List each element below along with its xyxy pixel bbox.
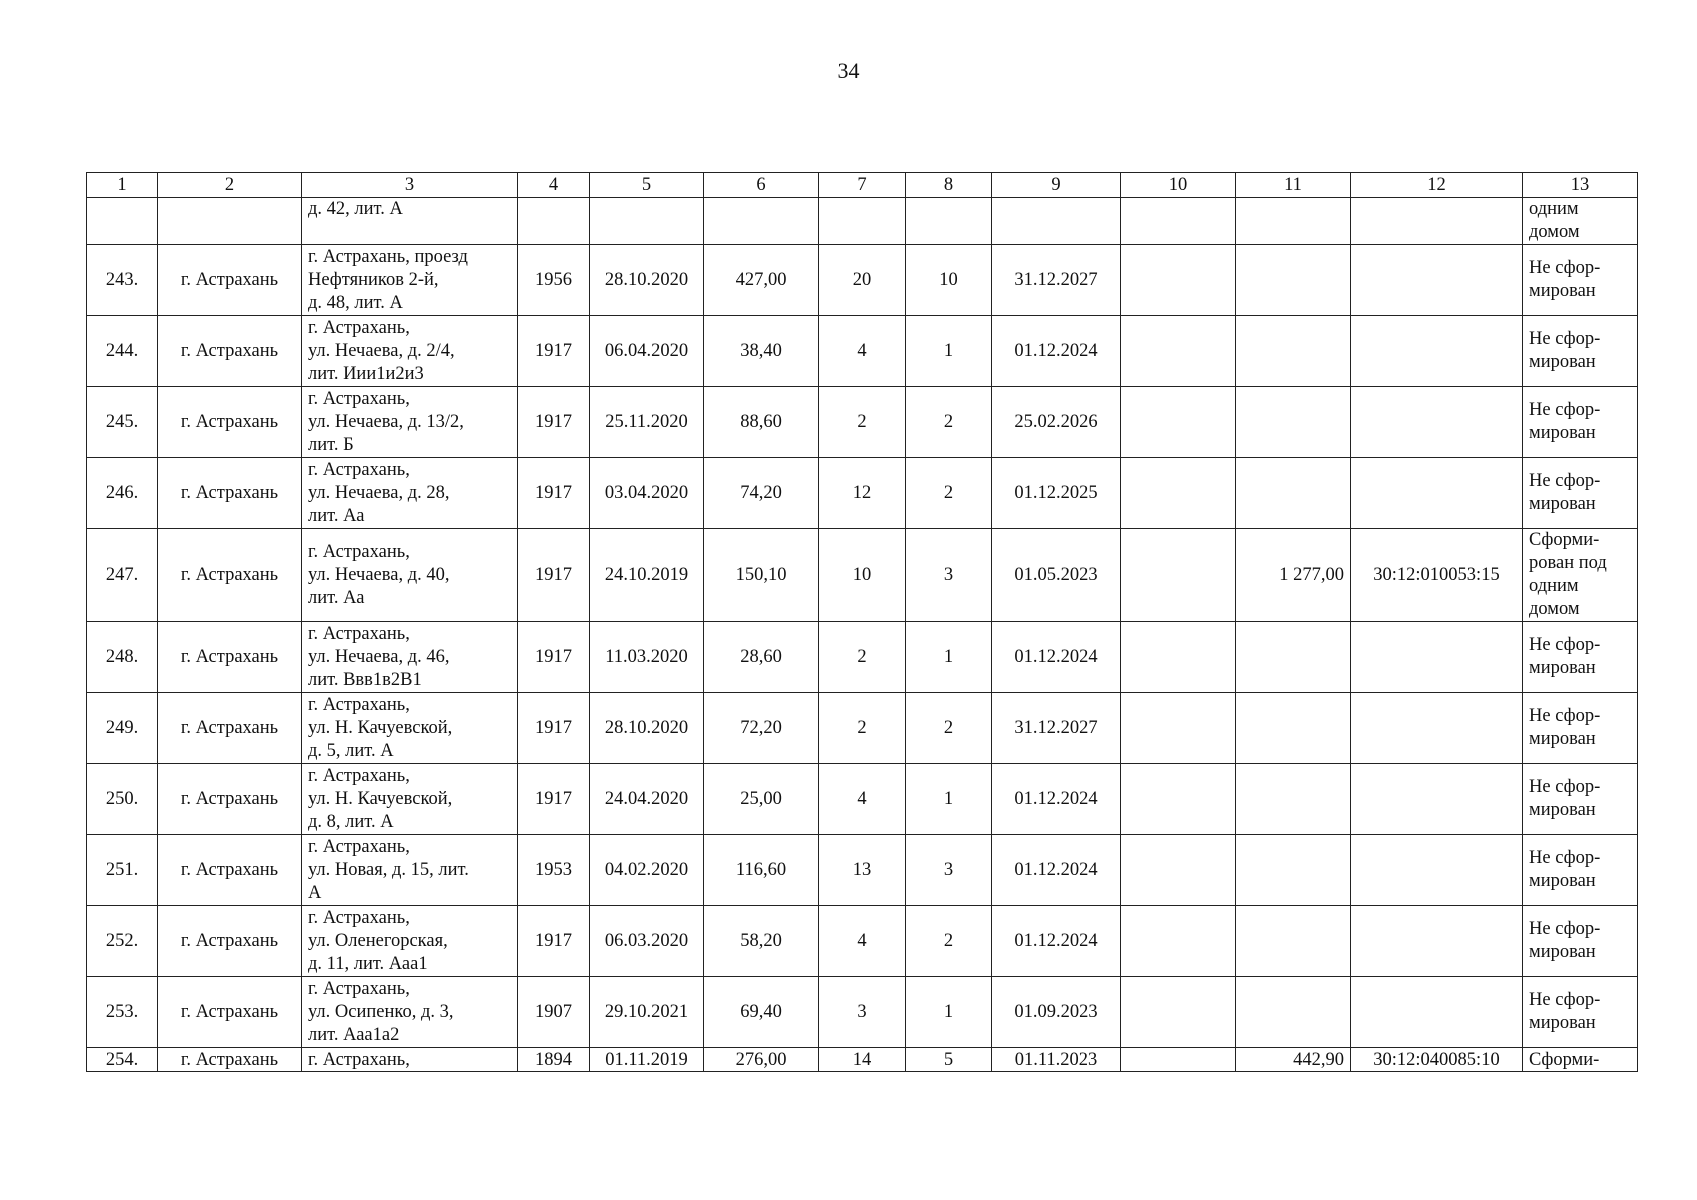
cell-address: г. Астрахань, ул. Нечаева, д. 2/4, лит. Иии1и2и3 [302, 316, 518, 387]
cell-cadastral [1351, 387, 1523, 458]
cell-deadline: 01.12.2024 [992, 906, 1121, 977]
cell-col8: 2 [906, 693, 992, 764]
cell-status: Не сфор- мирован [1523, 387, 1638, 458]
table-row-partial [87, 1048, 1638, 1072]
cell-city: г. Астрахань [158, 387, 302, 458]
cell-number: 251. [87, 835, 158, 906]
cell-date: 06.03.2020 [590, 906, 704, 977]
cell-land-area: 1 277,00 [1236, 529, 1351, 622]
cell-year: 1907 [518, 977, 590, 1048]
cell-cadastral [1351, 693, 1523, 764]
cell-col10 [1121, 764, 1236, 835]
cell-col10 [1121, 693, 1236, 764]
cell-deadline: 01.12.2024 [992, 764, 1121, 835]
cell-city: г. Астрахань [158, 764, 302, 835]
cell-status: Не сфор- мирован [1523, 906, 1638, 977]
cell-date: 25.11.2020 [590, 387, 704, 458]
cell-col7: 4 [819, 906, 906, 977]
cell-col8: 10 [906, 245, 992, 316]
cell-land-area [1236, 835, 1351, 906]
cell-deadline: 01.11.2023 [992, 1048, 1121, 1072]
cell-address: д. 42, лит. А [302, 198, 518, 245]
column-number: 11 [1236, 173, 1351, 198]
cell-city: г. Астрахань [158, 1048, 302, 1072]
cell-date: 28.10.2020 [590, 693, 704, 764]
table-row [87, 458, 1638, 529]
cell-address: г. Астрахань, [302, 1048, 518, 1072]
cell-col10 [1121, 906, 1236, 977]
cell-date: 04.02.2020 [590, 835, 704, 906]
cell-land-area [1236, 387, 1351, 458]
cell-date: 24.04.2020 [590, 764, 704, 835]
cell-area: 427,00 [704, 245, 819, 316]
cell-cadastral [1351, 245, 1523, 316]
cell-deadline: 31.12.2027 [992, 245, 1121, 316]
cell-col10 [1121, 529, 1236, 622]
cell-city: г. Астрахань [158, 316, 302, 387]
column-number: 6 [704, 173, 819, 198]
cell-number: 253. [87, 977, 158, 1048]
cell-cadastral [1351, 906, 1523, 977]
table-row [87, 977, 1638, 1048]
cell-col7: 4 [819, 316, 906, 387]
cell-deadline: 01.12.2024 [992, 622, 1121, 693]
cell-col7: 4 [819, 764, 906, 835]
cell-city: г. Астрахань [158, 835, 302, 906]
cell-deadline: 01.05.2023 [992, 529, 1121, 622]
cell-cadastral [1351, 622, 1523, 693]
column-number: 2 [158, 173, 302, 198]
cell-area: 28,60 [704, 622, 819, 693]
cell-col8: 1 [906, 764, 992, 835]
cell-address: г. Астрахань, ул. Н. Качуевской, д. 8, лит. А [302, 764, 518, 835]
cell-col8: 1 [906, 316, 992, 387]
cell-status: Сформи- рован под одним домом [1523, 529, 1638, 622]
cell-number: 248. [87, 622, 158, 693]
cell-area: 150,10 [704, 529, 819, 622]
cell-col8: 2 [906, 906, 992, 977]
cell-area: 58,20 [704, 906, 819, 977]
cell-area: 72,20 [704, 693, 819, 764]
cell-col10 [1121, 458, 1236, 529]
cell-city: г. Астрахань [158, 906, 302, 977]
column-number: 13 [1523, 173, 1638, 198]
cell-cadastral [1351, 835, 1523, 906]
cell-number: 245. [87, 387, 158, 458]
cell-status: одним домом [1523, 198, 1638, 245]
cell-land-area [1236, 198, 1351, 245]
cell-cadastral [1351, 977, 1523, 1048]
cell-deadline: 01.12.2024 [992, 835, 1121, 906]
cell-address: г. Астрахань, ул. Осипенко, д. 3, лит. Ааа1а2 [302, 977, 518, 1048]
cell-date: 29.10.2021 [590, 977, 704, 1048]
cell-city: г. Астрахань [158, 977, 302, 1048]
cell-date: 03.04.2020 [590, 458, 704, 529]
cell-city: г. Астрахань [158, 458, 302, 529]
cell-city [158, 198, 302, 245]
cell-year: 1894 [518, 1048, 590, 1072]
cell-col7 [819, 198, 906, 245]
cell-address: г. Астрахань, ул. Нечаева, д. 13/2, лит. Б [302, 387, 518, 458]
cell-land-area [1236, 693, 1351, 764]
cell-land-area [1236, 906, 1351, 977]
cell-date: 06.04.2020 [590, 316, 704, 387]
cell-col10 [1121, 1048, 1236, 1072]
cell-year: 1917 [518, 693, 590, 764]
column-number: 10 [1121, 173, 1236, 198]
column-number: 12 [1351, 173, 1523, 198]
cell-city: г. Астрахань [158, 529, 302, 622]
cell-area: 276,00 [704, 1048, 819, 1072]
cell-col10 [1121, 245, 1236, 316]
cell-col10 [1121, 977, 1236, 1048]
cell-area: 69,40 [704, 977, 819, 1048]
cell-number [87, 198, 158, 245]
cell-cadastral [1351, 458, 1523, 529]
cell-number: 244. [87, 316, 158, 387]
cell-status: Не сфор- мирован [1523, 693, 1638, 764]
cell-land-area [1236, 977, 1351, 1048]
column-number: 7 [819, 173, 906, 198]
cell-year: 1917 [518, 458, 590, 529]
cell-number: 249. [87, 693, 158, 764]
cell-date [590, 198, 704, 245]
cell-deadline: 01.09.2023 [992, 977, 1121, 1048]
cell-year: 1953 [518, 835, 590, 906]
cell-address: г. Астрахань, ул. Новая, д. 15, лит. А [302, 835, 518, 906]
cell-year: 1917 [518, 622, 590, 693]
cell-status: Не сфор- мирован [1523, 835, 1638, 906]
cell-status: Не сфор- мирован [1523, 245, 1638, 316]
cell-land-area [1236, 622, 1351, 693]
page-number: 34 [837, 58, 860, 83]
cell-col7: 14 [819, 1048, 906, 1072]
table-row [87, 529, 1638, 622]
cell-deadline: 01.12.2024 [992, 316, 1121, 387]
cell-deadline: 01.12.2025 [992, 458, 1121, 529]
table-row [87, 906, 1638, 977]
cell-land-area [1236, 316, 1351, 387]
cell-address: г. Астрахань, ул. Н. Качуевской, д. 5, лит. А [302, 693, 518, 764]
column-number: 3 [302, 173, 518, 198]
cell-deadline: 25.02.2026 [992, 387, 1121, 458]
cell-col8: 2 [906, 387, 992, 458]
table-row [87, 387, 1638, 458]
cell-number: 250. [87, 764, 158, 835]
cell-address: г. Астрахань, ул. Нечаева, д. 40, лит. Аа [302, 529, 518, 622]
cell-cadastral [1351, 764, 1523, 835]
cell-col10 [1121, 622, 1236, 693]
cell-city: г. Астрахань [158, 622, 302, 693]
table-row [87, 622, 1638, 693]
cell-status: Не сфор- мирован [1523, 458, 1638, 529]
cell-city: г. Астрахань [158, 693, 302, 764]
column-number: 8 [906, 173, 992, 198]
cell-status: Не сфор- мирован [1523, 622, 1638, 693]
cell-year: 1917 [518, 316, 590, 387]
cell-area: 88,60 [704, 387, 819, 458]
cell-address: г. Астрахань, ул. Нечаева, д. 46, лит. Ввв1в2В1 [302, 622, 518, 693]
cell-status: Сформи- [1523, 1048, 1638, 1072]
cell-land-area [1236, 764, 1351, 835]
cell-col10 [1121, 387, 1236, 458]
cell-date: 24.10.2019 [590, 529, 704, 622]
cell-col7: 10 [819, 529, 906, 622]
registry-table [86, 172, 1638, 1072]
cell-area: 116,60 [704, 835, 819, 906]
cell-deadline: 31.12.2027 [992, 693, 1121, 764]
cell-land-area [1236, 458, 1351, 529]
table-row [87, 764, 1638, 835]
cell-year [518, 198, 590, 245]
cell-col10 [1121, 835, 1236, 906]
cell-date: 11.03.2020 [590, 622, 704, 693]
cell-col8: 5 [906, 1048, 992, 1072]
cell-status: Не сфор- мирован [1523, 764, 1638, 835]
cell-col7: 20 [819, 245, 906, 316]
cell-year: 1917 [518, 906, 590, 977]
cell-date: 28.10.2020 [590, 245, 704, 316]
cell-area: 38,40 [704, 316, 819, 387]
cell-col8: 3 [906, 529, 992, 622]
cell-area [704, 198, 819, 245]
table-row [87, 245, 1638, 316]
column-number: 4 [518, 173, 590, 198]
cell-deadline [992, 198, 1121, 245]
cell-year: 1917 [518, 387, 590, 458]
table-row [87, 316, 1638, 387]
cell-address: г. Астрахань, ул. Нечаева, д. 28, лит. Аа [302, 458, 518, 529]
cell-col7: 12 [819, 458, 906, 529]
column-number: 9 [992, 173, 1121, 198]
cell-status: Не сфор- мирован [1523, 316, 1638, 387]
cell-col7: 2 [819, 387, 906, 458]
cell-status: Не сфор- мирован [1523, 977, 1638, 1048]
cell-col8: 1 [906, 622, 992, 693]
cell-cadastral: 30:12:040085:10 [1351, 1048, 1523, 1072]
cell-number: 246. [87, 458, 158, 529]
cell-col8: 2 [906, 458, 992, 529]
cell-number: 243. [87, 245, 158, 316]
cell-area: 74,20 [704, 458, 819, 529]
table-row [87, 693, 1638, 764]
continuation-row [87, 198, 1638, 245]
cell-year: 1917 [518, 529, 590, 622]
cell-cadastral: 30:12:010053:15 [1351, 529, 1523, 622]
cell-land-area [1236, 245, 1351, 316]
cell-col10 [1121, 316, 1236, 387]
cell-col7: 3 [819, 977, 906, 1048]
column-number-row [87, 173, 1638, 198]
cell-cadastral [1351, 316, 1523, 387]
cell-address: г. Астрахань, ул. Оленегорская, д. 11, лит. Ааа1 [302, 906, 518, 977]
cell-land-area: 442,90 [1236, 1048, 1351, 1072]
cell-col7: 2 [819, 693, 906, 764]
cell-area: 25,00 [704, 764, 819, 835]
cell-number: 254. [87, 1048, 158, 1072]
cell-col8: 3 [906, 835, 992, 906]
table-row [87, 835, 1638, 906]
cell-address: г. Астрахань, проезд Нефтяников 2-й, д. 48, лит. А [302, 245, 518, 316]
cell-col8: 1 [906, 977, 992, 1048]
cell-year: 1917 [518, 764, 590, 835]
cell-col7: 2 [819, 622, 906, 693]
column-number: 1 [87, 173, 158, 198]
cell-number: 247. [87, 529, 158, 622]
cell-date: 01.11.2019 [590, 1048, 704, 1072]
cell-col8 [906, 198, 992, 245]
column-number: 5 [590, 173, 704, 198]
cell-col7: 13 [819, 835, 906, 906]
cell-col10 [1121, 198, 1236, 245]
cell-city: г. Астрахань [158, 245, 302, 316]
cell-year: 1956 [518, 245, 590, 316]
cell-number: 252. [87, 906, 158, 977]
cell-cadastral [1351, 198, 1523, 245]
